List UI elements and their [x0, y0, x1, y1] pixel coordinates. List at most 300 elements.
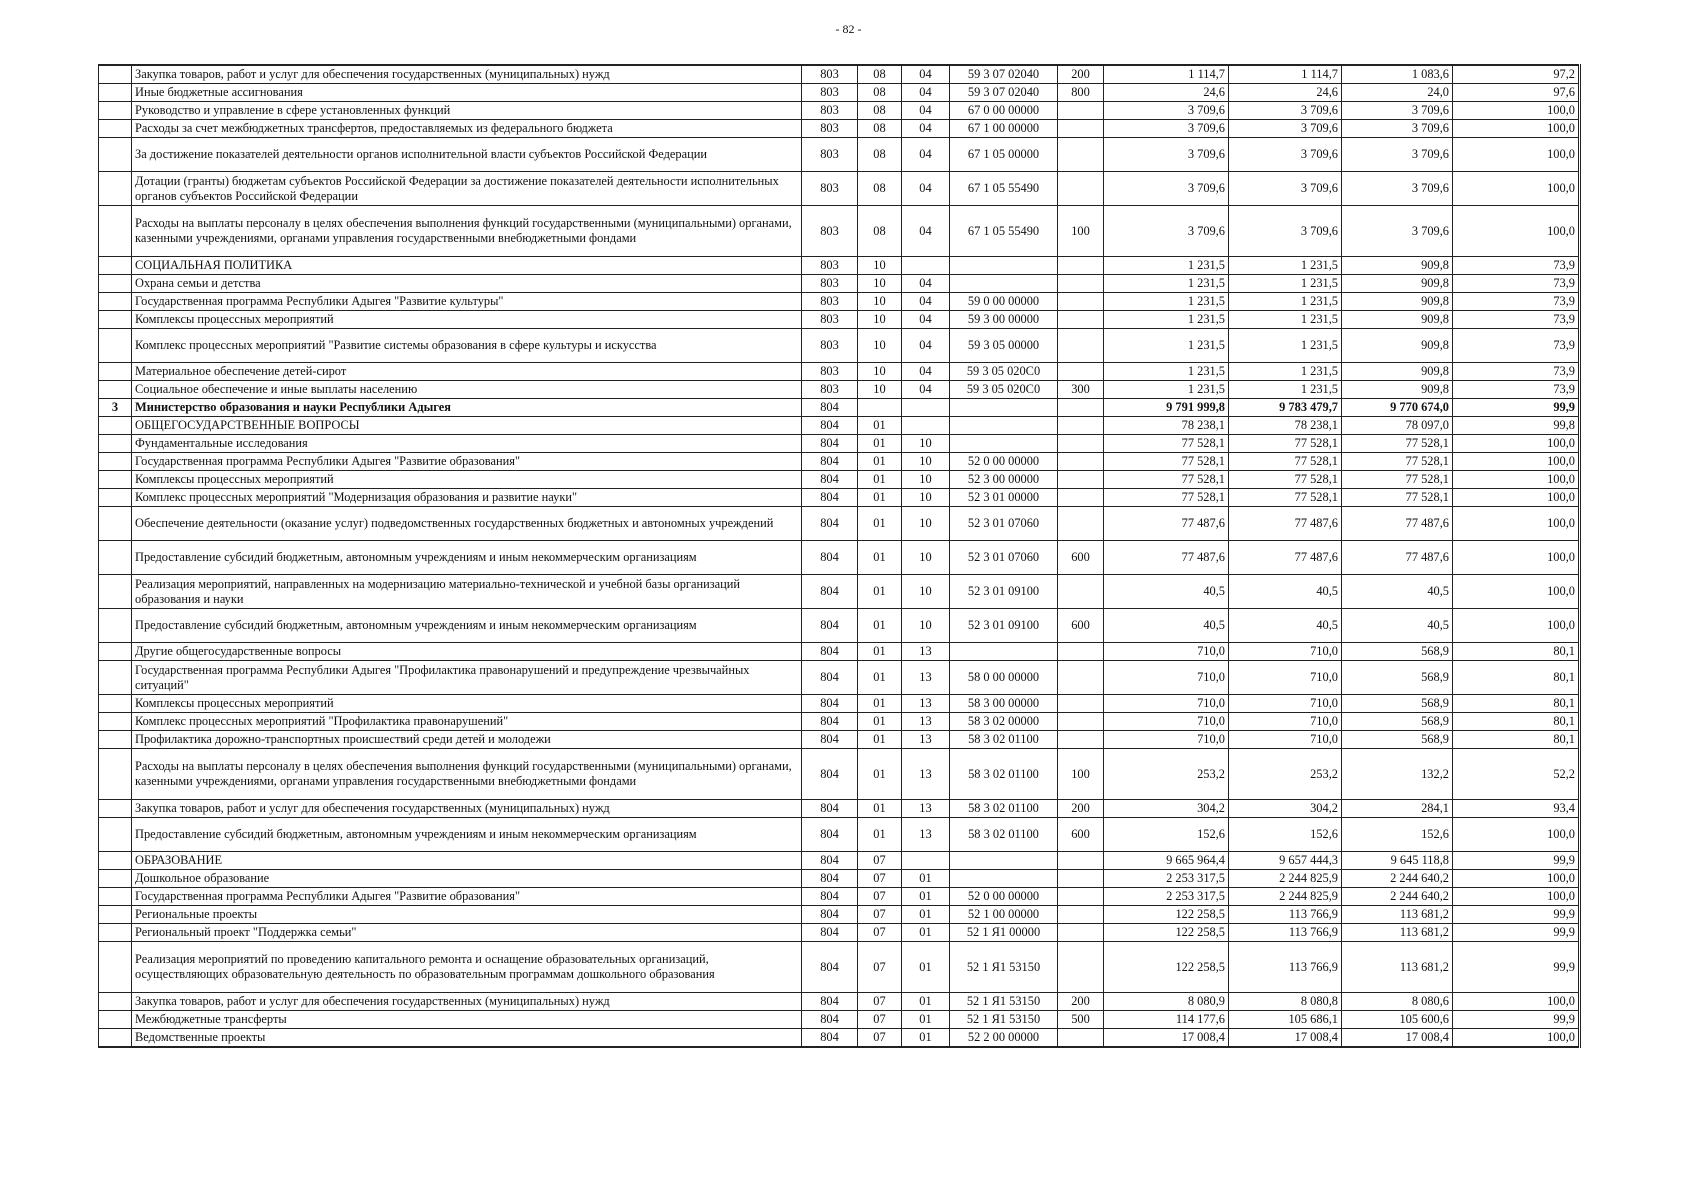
expense-type-code — [1058, 363, 1104, 381]
approved-amount: 77 528,1 — [1104, 435, 1229, 453]
approved-amount: 122 258,5 — [1104, 942, 1229, 993]
target-item-code — [950, 643, 1058, 661]
row-number — [99, 65, 132, 84]
row-number — [99, 275, 132, 293]
subsection-code — [902, 852, 950, 870]
subsection-code: 13 — [902, 818, 950, 852]
expense-name: Государственная программа Республики Адыгея "Развитие образования" — [132, 888, 802, 906]
row-number — [99, 102, 132, 120]
approved-amount: 24,6 — [1104, 84, 1229, 102]
executed-amount: 568,9 — [1342, 713, 1453, 731]
row-number — [99, 293, 132, 311]
table-row — [99, 172, 1580, 206]
row-number — [99, 818, 132, 852]
row-number — [99, 311, 132, 329]
target-item-code: 52 3 01 07060 — [950, 507, 1058, 541]
table-row — [99, 311, 1580, 329]
table-row — [99, 713, 1580, 731]
subsection-code: 13 — [902, 713, 950, 731]
executed-amount: 3 709,6 — [1342, 206, 1453, 257]
budget-list-amount: 113 766,9 — [1229, 906, 1342, 924]
expense-name: Предоставление субсидий бюджетным, автономным учреждениям и иным некоммерческим организациям — [132, 541, 802, 575]
expense-type-code — [1058, 695, 1104, 713]
budget-list-amount: 77 528,1 — [1229, 489, 1342, 507]
expense-name: Иные бюджетные ассигнования — [132, 84, 802, 102]
execution-percent: 100,0 — [1453, 541, 1580, 575]
executed-amount: 113 681,2 — [1342, 924, 1453, 942]
table-row — [99, 818, 1580, 852]
subsection-code: 10 — [902, 609, 950, 643]
expense-name: Обеспечение деятельности (оказание услуг) подведомственных государственных бюджетных и автономных учреждений — [132, 507, 802, 541]
section-code: 01 — [858, 661, 902, 695]
section-code: 01 — [858, 453, 902, 471]
section-code: 08 — [858, 206, 902, 257]
executed-amount: 3 709,6 — [1342, 172, 1453, 206]
target-item-code: 67 1 05 00000 — [950, 138, 1058, 172]
executed-amount: 152,6 — [1342, 818, 1453, 852]
approved-amount: 1 231,5 — [1104, 257, 1229, 275]
table-row — [99, 84, 1580, 102]
ministry-code: 803 — [802, 102, 858, 120]
subsection-code: 13 — [902, 643, 950, 661]
budget-list-amount: 78 238,1 — [1229, 417, 1342, 435]
expense-name: Реализация мероприятий по проведению капитального ремонта и оснащение образовательных организаций, осуществляющих образовательную деятельность по образовательным программам дошкольного образования — [132, 942, 802, 993]
budget-list-amount: 253,2 — [1229, 749, 1342, 800]
row-number — [99, 257, 132, 275]
table-row — [99, 471, 1580, 489]
ministry-code: 804 — [802, 399, 858, 417]
section-code: 10 — [858, 275, 902, 293]
table-row — [99, 293, 1580, 311]
target-item-code: 52 0 00 00000 — [950, 888, 1058, 906]
expense-type-code — [1058, 275, 1104, 293]
execution-percent: 99,9 — [1453, 906, 1580, 924]
execution-percent: 100,0 — [1453, 435, 1580, 453]
subsection-code: 04 — [902, 84, 950, 102]
expense-type-code — [1058, 417, 1104, 435]
approved-amount: 40,5 — [1104, 609, 1229, 643]
expense-type-code — [1058, 293, 1104, 311]
expense-type-code — [1058, 172, 1104, 206]
subsection-code: 04 — [902, 65, 950, 84]
expense-name: Комплекс процессных мероприятий "Развитие системы образования в сфере культуры и искусства — [132, 329, 802, 363]
table-row — [99, 507, 1580, 541]
row-number — [99, 609, 132, 643]
table-row — [99, 661, 1580, 695]
expense-name: ОБЩЕГОСУДАРСТВЕННЫЕ ВОПРОСЫ — [132, 417, 802, 435]
table-row — [99, 381, 1580, 399]
ministry-code: 804 — [802, 993, 858, 1011]
subsection-code — [902, 257, 950, 275]
executed-amount: 78 097,0 — [1342, 417, 1453, 435]
budget-list-amount: 3 709,6 — [1229, 102, 1342, 120]
section-code: 08 — [858, 172, 902, 206]
subsection-code: 01 — [902, 870, 950, 888]
approved-amount: 1 231,5 — [1104, 311, 1229, 329]
subsection-code: 04 — [902, 275, 950, 293]
subsection-code: 04 — [902, 172, 950, 206]
expense-type-code: 100 — [1058, 749, 1104, 800]
executed-amount: 17 008,4 — [1342, 1029, 1453, 1048]
execution-percent: 100,0 — [1453, 471, 1580, 489]
ministry-code: 804 — [802, 453, 858, 471]
budget-list-amount: 3 709,6 — [1229, 206, 1342, 257]
expense-name: Другие общегосударственные вопросы — [132, 643, 802, 661]
target-item-code — [950, 852, 1058, 870]
table-row — [99, 731, 1580, 749]
budget-list-amount: 710,0 — [1229, 643, 1342, 661]
ministry-code: 803 — [802, 311, 858, 329]
budget-list-amount: 710,0 — [1229, 713, 1342, 731]
expense-name: Государственная программа Республики Адыгея "Развитие культуры" — [132, 293, 802, 311]
approved-amount: 1 231,5 — [1104, 363, 1229, 381]
expense-name: Государственная программа Республики Адыгея "Развитие образования" — [132, 453, 802, 471]
expense-type-code — [1058, 489, 1104, 507]
approved-amount: 152,6 — [1104, 818, 1229, 852]
row-number — [99, 138, 132, 172]
ministry-code: 804 — [802, 575, 858, 609]
ministry-code: 804 — [802, 489, 858, 507]
ministry-code: 804 — [802, 661, 858, 695]
target-item-code: 52 3 01 00000 — [950, 489, 1058, 507]
section-code: 01 — [858, 609, 902, 643]
target-item-code: 52 1 Я1 53150 — [950, 993, 1058, 1011]
target-item-code: 52 3 01 09100 — [950, 575, 1058, 609]
expense-name: Социальное обеспечение и иные выплаты населению — [132, 381, 802, 399]
table-row — [99, 206, 1580, 257]
approved-amount: 9 665 964,4 — [1104, 852, 1229, 870]
section-code: 08 — [858, 84, 902, 102]
target-item-code — [950, 257, 1058, 275]
executed-amount: 24,0 — [1342, 84, 1453, 102]
ministry-code: 803 — [802, 363, 858, 381]
ministry-code: 803 — [802, 206, 858, 257]
execution-percent: 73,9 — [1453, 293, 1580, 311]
execution-percent: 100,0 — [1453, 172, 1580, 206]
subsection-code: 01 — [902, 1011, 950, 1029]
subsection-code: 04 — [902, 329, 950, 363]
expense-type-code — [1058, 329, 1104, 363]
execution-percent: 73,9 — [1453, 381, 1580, 399]
expense-name: СОЦИАЛЬНАЯ ПОЛИТИКА — [132, 257, 802, 275]
section-code: 08 — [858, 65, 902, 84]
ministry-code: 804 — [802, 818, 858, 852]
approved-amount: 1 231,5 — [1104, 293, 1229, 311]
target-item-code: 52 3 01 07060 — [950, 541, 1058, 575]
expense-type-code: 600 — [1058, 818, 1104, 852]
budget-list-amount: 710,0 — [1229, 695, 1342, 713]
row-number — [99, 417, 132, 435]
section-code: 08 — [858, 102, 902, 120]
ministry-code: 804 — [802, 852, 858, 870]
expense-name: ОБРАЗОВАНИЕ — [132, 852, 802, 870]
executed-amount: 9 645 118,8 — [1342, 852, 1453, 870]
ministry-code: 803 — [802, 138, 858, 172]
execution-percent: 100,0 — [1453, 575, 1580, 609]
section-code: 01 — [858, 541, 902, 575]
subsection-code: 10 — [902, 507, 950, 541]
target-item-code: 52 0 00 00000 — [950, 453, 1058, 471]
execution-percent: 73,9 — [1453, 257, 1580, 275]
budget-list-amount: 9 783 479,7 — [1229, 399, 1342, 417]
expense-name: Закупка товаров, работ и услуг для обеспечения государственных (муниципальных) нужд — [132, 993, 802, 1011]
expense-name: Региональный проект "Поддержка семьи" — [132, 924, 802, 942]
subsection-code: 04 — [902, 206, 950, 257]
expense-type-code — [1058, 257, 1104, 275]
approved-amount: 710,0 — [1104, 661, 1229, 695]
expense-type-code — [1058, 575, 1104, 609]
section-code: 07 — [858, 888, 902, 906]
execution-percent: 99,9 — [1453, 924, 1580, 942]
row-number — [99, 363, 132, 381]
row-number — [99, 800, 132, 818]
subsection-code: 04 — [902, 363, 950, 381]
approved-amount: 3 709,6 — [1104, 172, 1229, 206]
section-code: 01 — [858, 713, 902, 731]
row-number — [99, 541, 132, 575]
expense-type-code — [1058, 102, 1104, 120]
row-number — [99, 453, 132, 471]
table-row — [99, 1029, 1580, 1048]
expense-name: Материальное обеспечение детей-сирот — [132, 363, 802, 381]
ministry-code: 804 — [802, 1011, 858, 1029]
execution-percent: 100,0 — [1453, 888, 1580, 906]
budget-list-amount: 2 244 825,9 — [1229, 888, 1342, 906]
target-item-code: 58 3 02 01100 — [950, 749, 1058, 800]
target-item-code: 67 1 05 55490 — [950, 172, 1058, 206]
expense-type-code — [1058, 643, 1104, 661]
table-row — [99, 453, 1580, 471]
ministry-code: 803 — [802, 329, 858, 363]
subsection-code — [902, 399, 950, 417]
table-row — [99, 852, 1580, 870]
section-code: 07 — [858, 1011, 902, 1029]
budget-list-amount: 3 709,6 — [1229, 138, 1342, 172]
section-code: 01 — [858, 471, 902, 489]
target-item-code: 52 3 00 00000 — [950, 471, 1058, 489]
ministry-code: 804 — [802, 800, 858, 818]
budget-list-amount: 710,0 — [1229, 661, 1342, 695]
execution-percent: 100,0 — [1453, 138, 1580, 172]
executed-amount: 9 770 674,0 — [1342, 399, 1453, 417]
ministry-code: 804 — [802, 471, 858, 489]
executed-amount: 568,9 — [1342, 695, 1453, 713]
ministry-code: 803 — [802, 275, 858, 293]
ministry-code: 804 — [802, 643, 858, 661]
subsection-code: 01 — [902, 1029, 950, 1048]
row-number — [99, 942, 132, 993]
row-number — [99, 1029, 132, 1048]
ministry-code: 804 — [802, 888, 858, 906]
target-item-code — [950, 870, 1058, 888]
table-row — [99, 749, 1580, 800]
ministry-code: 803 — [802, 65, 858, 84]
target-item-code: 67 1 00 00000 — [950, 120, 1058, 138]
target-item-code: 58 3 02 00000 — [950, 713, 1058, 731]
executed-amount: 909,8 — [1342, 275, 1453, 293]
approved-amount: 710,0 — [1104, 695, 1229, 713]
budget-list-amount: 77 528,1 — [1229, 453, 1342, 471]
section-code: 07 — [858, 906, 902, 924]
execution-percent: 80,1 — [1453, 643, 1580, 661]
approved-amount: 3 709,6 — [1104, 138, 1229, 172]
ministry-code: 804 — [802, 695, 858, 713]
row-number — [99, 471, 132, 489]
ministry-code: 804 — [802, 924, 858, 942]
budget-list-amount: 304,2 — [1229, 800, 1342, 818]
ministry-code: 803 — [802, 381, 858, 399]
executed-amount: 2 244 640,2 — [1342, 870, 1453, 888]
table-row — [99, 1011, 1580, 1029]
executed-amount: 77 528,1 — [1342, 471, 1453, 489]
subsection-code: 10 — [902, 435, 950, 453]
table-row — [99, 417, 1580, 435]
expense-type-code — [1058, 852, 1104, 870]
execution-percent: 99,9 — [1453, 942, 1580, 993]
budget-list-amount: 3 709,6 — [1229, 120, 1342, 138]
row-number — [99, 489, 132, 507]
execution-percent: 52,2 — [1453, 749, 1580, 800]
budget-list-amount: 105 686,1 — [1229, 1011, 1342, 1029]
row-number — [99, 749, 132, 800]
row-number — [99, 731, 132, 749]
target-item-code: 58 0 00 00000 — [950, 661, 1058, 695]
approved-amount: 3 709,6 — [1104, 206, 1229, 257]
subsection-code: 01 — [902, 888, 950, 906]
execution-percent: 97,2 — [1453, 65, 1580, 84]
row-number — [99, 695, 132, 713]
table-row — [99, 275, 1580, 293]
subsection-code: 10 — [902, 453, 950, 471]
execution-percent: 100,0 — [1453, 870, 1580, 888]
executed-amount: 3 709,6 — [1342, 138, 1453, 172]
ministry-code: 804 — [802, 870, 858, 888]
target-item-code: 52 3 01 09100 — [950, 609, 1058, 643]
section-code: 01 — [858, 435, 902, 453]
expense-type-code: 500 — [1058, 1011, 1104, 1029]
approved-amount: 77 528,1 — [1104, 489, 1229, 507]
expense-type-code — [1058, 731, 1104, 749]
execution-percent: 99,8 — [1453, 417, 1580, 435]
expense-name: Предоставление субсидий бюджетным, автономным учреждениям и иным некоммерческим организациям — [132, 818, 802, 852]
approved-amount: 8 080,9 — [1104, 993, 1229, 1011]
executed-amount: 77 487,6 — [1342, 507, 1453, 541]
approved-amount: 710,0 — [1104, 713, 1229, 731]
expense-type-code — [1058, 507, 1104, 541]
expense-name: Комплексы процессных мероприятий — [132, 695, 802, 713]
approved-amount: 3 709,6 — [1104, 120, 1229, 138]
subsection-code: 04 — [902, 293, 950, 311]
expense-type-code — [1058, 138, 1104, 172]
budget-list-amount: 710,0 — [1229, 731, 1342, 749]
row-number — [99, 575, 132, 609]
expense-name: Региональные проекты — [132, 906, 802, 924]
expense-type-code — [1058, 399, 1104, 417]
budget-list-amount: 17 008,4 — [1229, 1029, 1342, 1048]
row-number — [99, 993, 132, 1011]
section-code: 01 — [858, 643, 902, 661]
execution-percent: 100,0 — [1453, 609, 1580, 643]
executed-amount: 77 528,1 — [1342, 435, 1453, 453]
expense-name: Охрана семьи и детства — [132, 275, 802, 293]
budget-list-amount: 77 528,1 — [1229, 471, 1342, 489]
section-code: 10 — [858, 363, 902, 381]
executed-amount: 1 083,6 — [1342, 65, 1453, 84]
budget-list-amount: 1 114,7 — [1229, 65, 1342, 84]
expense-type-code — [1058, 942, 1104, 993]
executed-amount: 40,5 — [1342, 575, 1453, 609]
subsection-code: 01 — [902, 906, 950, 924]
budget-list-amount: 1 231,5 — [1229, 275, 1342, 293]
budget-table-body — [99, 65, 1580, 1047]
approved-amount: 122 258,5 — [1104, 924, 1229, 942]
executed-amount: 77 528,1 — [1342, 453, 1453, 471]
execution-percent: 100,0 — [1453, 1029, 1580, 1048]
table-row — [99, 870, 1580, 888]
section-code: 01 — [858, 417, 902, 435]
executed-amount: 77 528,1 — [1342, 489, 1453, 507]
budget-list-amount: 1 231,5 — [1229, 381, 1342, 399]
row-number — [99, 888, 132, 906]
execution-percent: 73,9 — [1453, 311, 1580, 329]
subsection-code: 13 — [902, 800, 950, 818]
section-code: 01 — [858, 818, 902, 852]
expense-name: Комплексы процессных мероприятий — [132, 311, 802, 329]
expense-type-code — [1058, 1029, 1104, 1048]
table-row — [99, 489, 1580, 507]
target-item-code: 59 3 05 00000 — [950, 329, 1058, 363]
row-number — [99, 435, 132, 453]
subsection-code: 13 — [902, 731, 950, 749]
target-item-code: 59 3 07 02040 — [950, 84, 1058, 102]
approved-amount: 114 177,6 — [1104, 1011, 1229, 1029]
expense-name: Дотации (гранты) бюджетам субъектов Российской Федерации за достижение показателей деятельности исполнительных органов субъектов Российской Федерации — [132, 172, 802, 206]
row-number — [99, 870, 132, 888]
executed-amount: 3 709,6 — [1342, 102, 1453, 120]
executed-amount: 909,8 — [1342, 329, 1453, 363]
target-item-code: 52 1 Я1 53150 — [950, 1011, 1058, 1029]
execution-percent: 100,0 — [1453, 818, 1580, 852]
approved-amount: 9 791 999,8 — [1104, 399, 1229, 417]
executed-amount: 568,9 — [1342, 643, 1453, 661]
target-item-code: 67 1 05 55490 — [950, 206, 1058, 257]
section-code: 07 — [858, 924, 902, 942]
executed-amount: 113 681,2 — [1342, 942, 1453, 993]
expense-type-code: 600 — [1058, 609, 1104, 643]
expense-name: Реализация мероприятий, направленных на модернизацию материально-технической и учебной базы организаций образования и науки — [132, 575, 802, 609]
section-code: 07 — [858, 942, 902, 993]
executed-amount: 3 709,6 — [1342, 120, 1453, 138]
approved-amount: 710,0 — [1104, 731, 1229, 749]
ministry-code: 803 — [802, 84, 858, 102]
approved-amount: 1 231,5 — [1104, 275, 1229, 293]
section-code: 10 — [858, 381, 902, 399]
expense-name: Комплекс процессных мероприятий "Профилактика правонарушений" — [132, 713, 802, 731]
budget-list-amount: 113 766,9 — [1229, 942, 1342, 993]
budget-list-amount: 9 657 444,3 — [1229, 852, 1342, 870]
subsection-code: 10 — [902, 489, 950, 507]
executed-amount: 568,9 — [1342, 661, 1453, 695]
ministry-code: 804 — [802, 507, 858, 541]
execution-percent: 80,1 — [1453, 713, 1580, 731]
target-item-code: 52 1 Я1 00000 — [950, 924, 1058, 942]
row-number — [99, 507, 132, 541]
expense-name: Закупка товаров, работ и услуг для обеспечения государственных (муниципальных) нужд — [132, 65, 802, 84]
subsection-code: 13 — [902, 749, 950, 800]
target-item-code — [950, 417, 1058, 435]
ministry-code: 804 — [802, 541, 858, 575]
section-code: 10 — [858, 329, 902, 363]
